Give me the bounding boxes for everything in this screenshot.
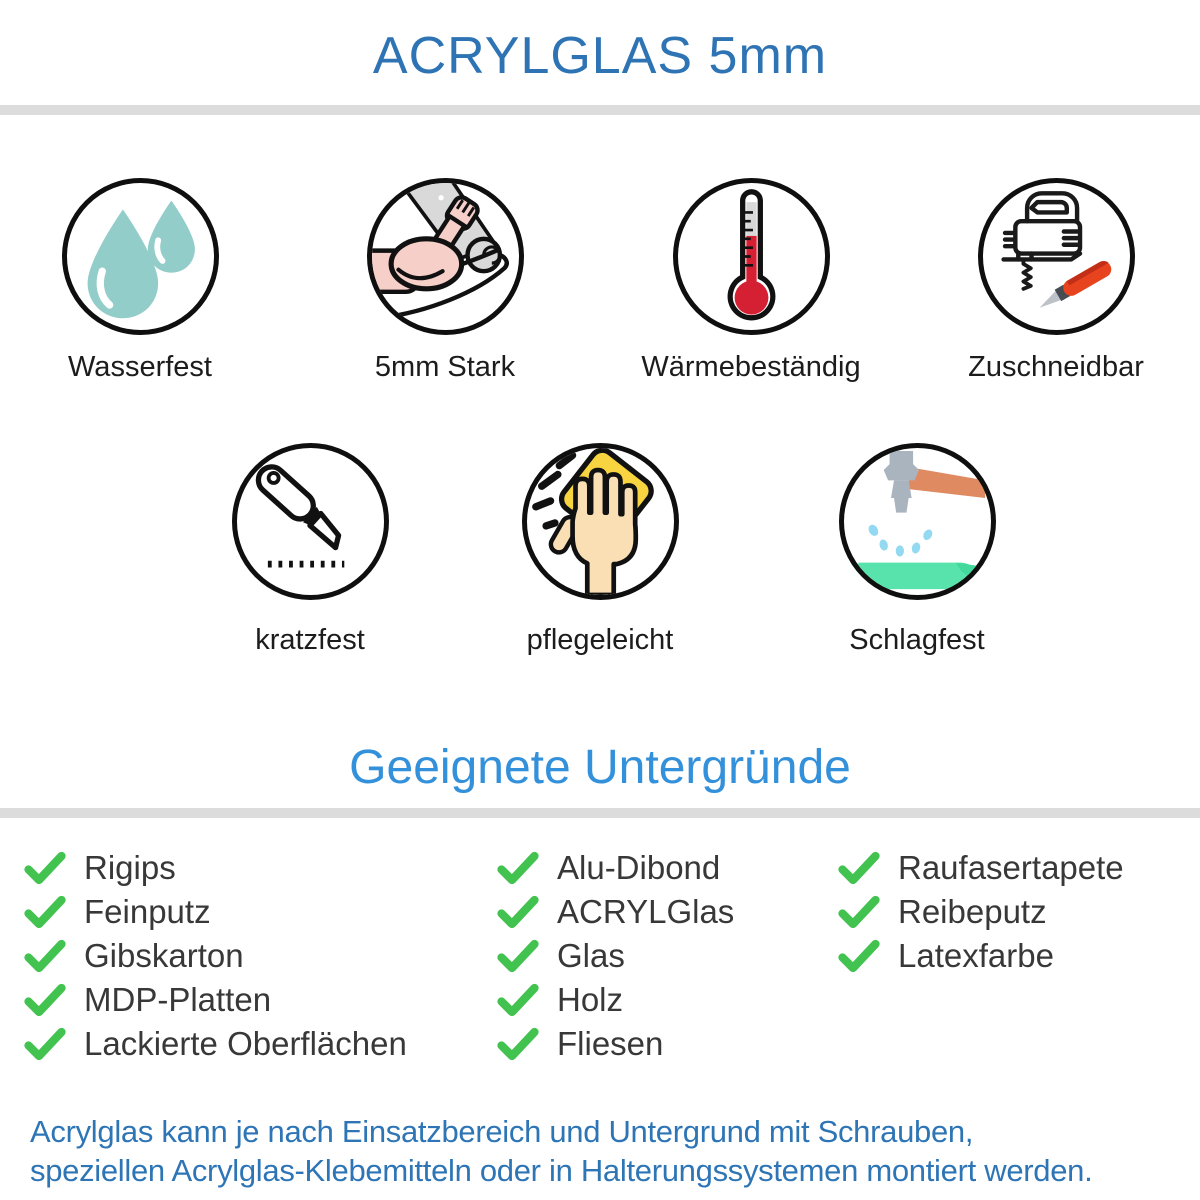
green-checkmark-icon: [24, 851, 66, 885]
feature-label: pflegeleicht: [526, 624, 674, 656]
utility-knife-icon: [237, 448, 384, 595]
list-item-label: Reibeputz: [898, 893, 1047, 930]
list-item: [24, 846, 407, 890]
green-checkmark-icon: [497, 983, 539, 1017]
list-item: [24, 890, 407, 934]
list-item-label: Alu-Dibond: [557, 849, 721, 886]
list-item: [497, 934, 734, 978]
section-title-untergruende: Geeignete Untergründe: [349, 741, 851, 794]
list-item: [24, 978, 407, 1022]
thermometer-icon: [678, 183, 825, 330]
icon-circle: [839, 443, 996, 600]
list-item-label: Lackierte Oberflächen: [84, 1025, 407, 1062]
list-item-label: Feinputz: [84, 893, 211, 930]
list-item: [497, 890, 734, 934]
list-item-label: Glas: [557, 937, 625, 974]
icon-circle: [367, 178, 524, 335]
icon-circle: [232, 443, 389, 600]
divider-top: [0, 105, 1200, 115]
checklist-column-1: [24, 846, 407, 1066]
icon-circle: [978, 178, 1135, 335]
list-item-label: Gibskarton: [84, 937, 244, 974]
mounting-note: [30, 1112, 1092, 1190]
checklist-column-2: [497, 846, 734, 1066]
page-title: ACRYLGLAS 5mm: [372, 27, 828, 85]
feature-label: Zuschneidbar: [968, 351, 1144, 383]
feature-schlagfest: [777, 443, 1057, 657]
list-item: [838, 934, 1124, 978]
list-item: [838, 890, 1124, 934]
feature-wasserfest: [0, 178, 280, 384]
water-drops-icon: [67, 183, 214, 330]
feature-zuschneidbar: [916, 178, 1196, 384]
jigsaw-and-cutter-icon: [983, 183, 1130, 330]
list-item-label: Fliesen: [557, 1025, 664, 1062]
list-item: [497, 846, 734, 890]
green-checkmark-icon: [24, 895, 66, 929]
mounting-note-line-1: Acrylglas kann je nach Einsatzbereich und Untergrund mit Schrauben,: [30, 1114, 974, 1149]
feature-label: 5mm Stark: [374, 351, 516, 383]
hammer-impact-icon: [844, 448, 991, 595]
feature-kratzfest: [170, 443, 450, 657]
green-checkmark-icon: [838, 851, 880, 885]
list-item-label: ACRYLGlas: [557, 893, 735, 930]
green-checkmark-icon: [838, 895, 880, 929]
mounting-note-line-2: speziellen Acrylglas-Klebemitteln oder in Halterungssystemen montiert werden.: [30, 1153, 1093, 1188]
green-checkmark-icon: [497, 939, 539, 973]
green-checkmark-icon: [24, 1027, 66, 1061]
list-item-label: Holz: [557, 981, 624, 1018]
green-checkmark-icon: [497, 895, 539, 929]
wiping-hand-cloth-icon: [527, 448, 674, 595]
feature-label: Wärmebeständig: [641, 351, 861, 383]
feature-5mm-stark: [305, 178, 585, 384]
checklist-column-3: [838, 846, 1124, 978]
feature-label: Schlagfest: [849, 624, 985, 656]
divider-middle: [0, 808, 1200, 818]
green-checkmark-icon: [497, 851, 539, 885]
green-checkmark-icon: [838, 939, 880, 973]
green-checkmark-icon: [24, 983, 66, 1017]
feature-label: Wasserfest: [68, 351, 212, 383]
feature-waermebestaendig: [611, 178, 891, 384]
list-item-label: Rigips: [84, 849, 176, 886]
list-item-label: MDP-Platten: [84, 981, 272, 1018]
list-item-label: Latexfarbe: [898, 937, 1054, 974]
flexed-arm-material-icon: [372, 183, 519, 330]
list-item: [497, 978, 734, 1022]
icon-circle: [62, 178, 219, 335]
green-checkmark-icon: [24, 939, 66, 973]
feature-pflegeleicht: [460, 443, 740, 657]
list-item: [838, 846, 1124, 890]
icon-circle: [673, 178, 830, 335]
list-item: [24, 934, 407, 978]
green-checkmark-icon: [497, 1027, 539, 1061]
list-item-label: Raufasertapete: [898, 849, 1124, 886]
list-item: [497, 1022, 734, 1066]
list-item: [24, 1022, 407, 1066]
icon-circle: [522, 443, 679, 600]
feature-label: kratzfest: [255, 624, 365, 656]
